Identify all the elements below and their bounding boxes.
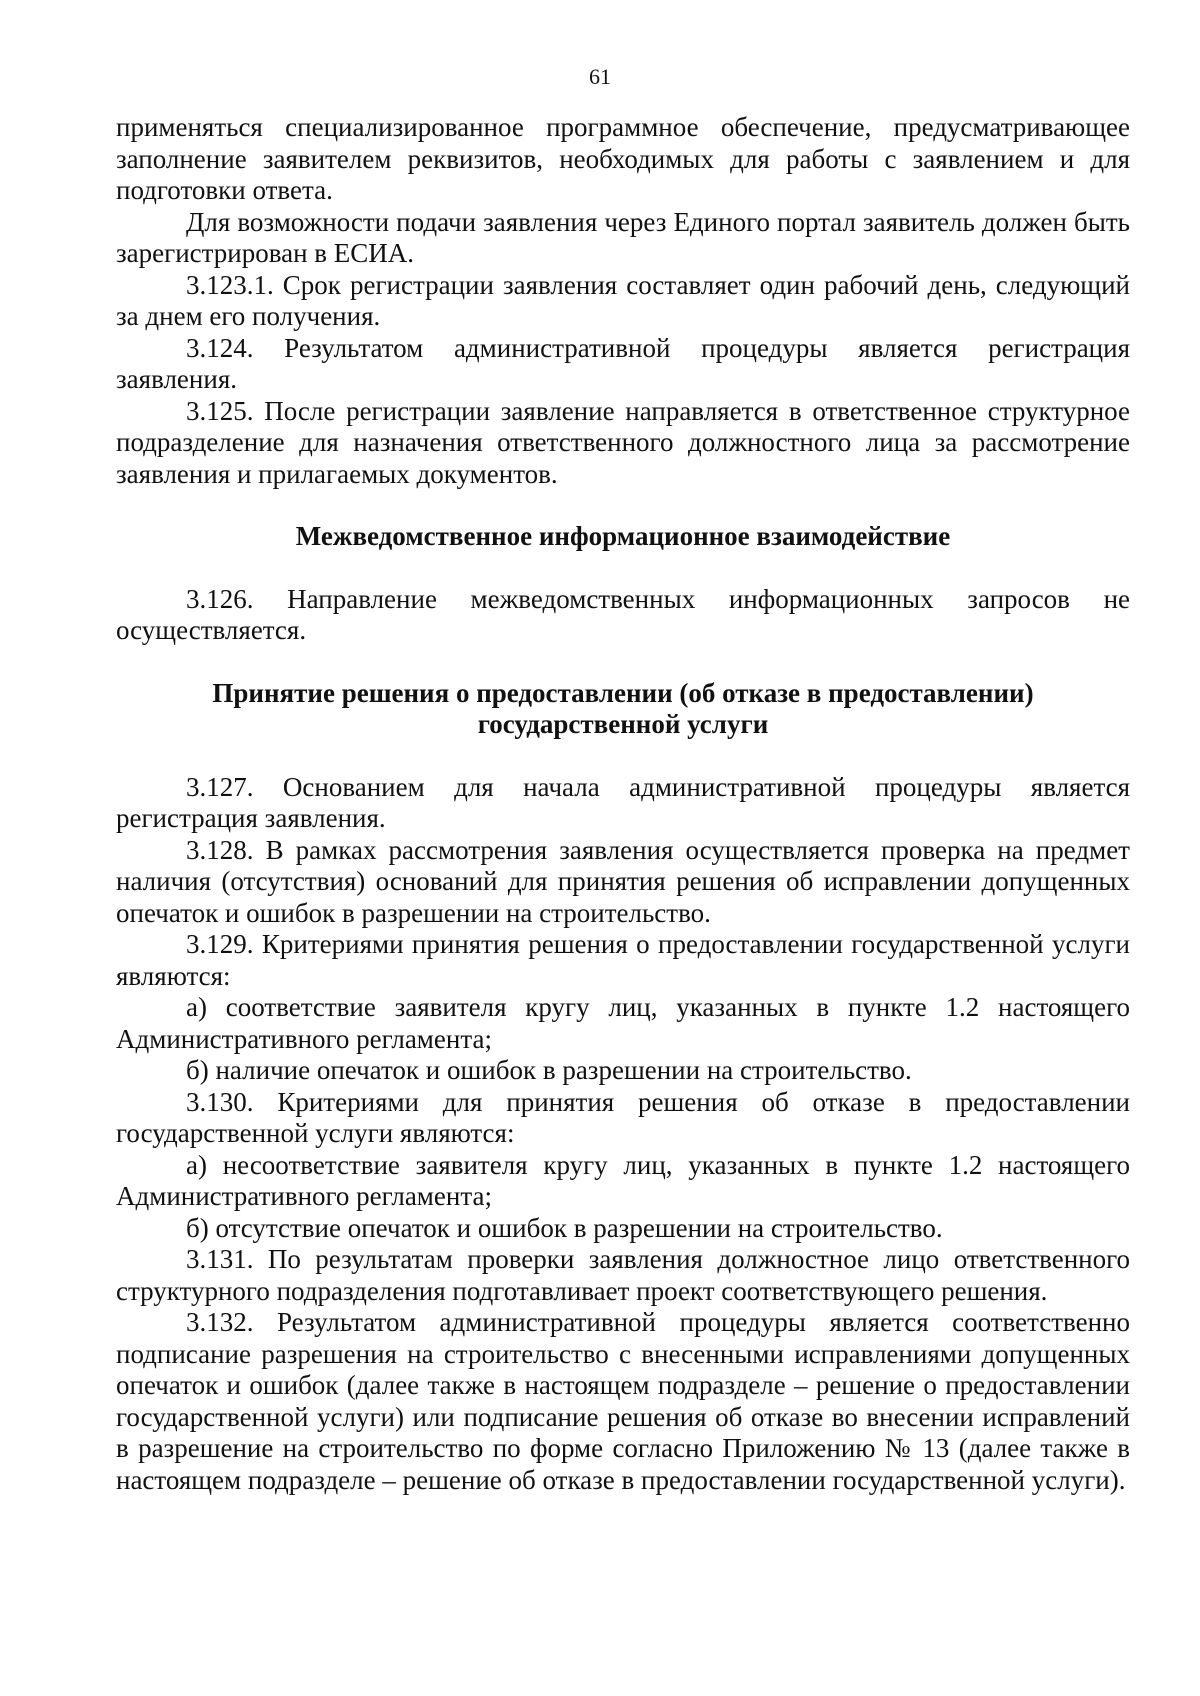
list-item: б) отсутствие опечаток и ошибок в разрешении на строительство. xyxy=(186,1212,943,1243)
paragraph: 3.126. Направление межведомственных информационных запросов не осуществляется. xyxy=(116,583,1130,645)
paragraph: 3.123.1. Срок регистрации заявления составляет один рабочий день, следующий за днем его получения. xyxy=(116,269,1130,331)
paragraph: 3.130. Критериями для принятия решения об отказе в предоставлении государственной услуги являются: xyxy=(116,1086,1130,1148)
list-item: а) соответствие заявителя кругу лиц, указанных в пункте 1.2 настоящего Административного регламента; xyxy=(116,992,1130,1054)
list-item: б) наличие опечаток и ошибок в разрешении на строительство. xyxy=(186,1055,912,1085)
page-number: 61 xyxy=(589,64,611,89)
section-heading-line: государственной услуги xyxy=(477,709,769,739)
paragraph: 3.128. В рамках рассмотрения заявления осуществляется проверка на предмет наличия (отсутствия) оснований для принятия решения об исправлении допущенных опечаток и ошибок в разрешении на строительство. xyxy=(116,834,1130,928)
paragraph: 3.132. Результатом административной процедуры является соответственно подписание разрешения на строительство с внесенными исправлениями допущенных опечаток и ошибок (далее также в настоящем подразделе – решение о предоставлении государственной услуги) или подписание решения об отказе во внесении исправлений в разрешение на строительство по форме согласно Приложению № 13 (далее также в настоящем подразделе – решение об отказе в предоставлении государственной услуги). xyxy=(116,1307,1130,1495)
paragraph: 3.127. Основанием для начала административной процедуры является регистрация заявления. xyxy=(116,771,1130,833)
section-heading-line: Принятие решения о предоставлении (об отказе в предоставлении) xyxy=(212,677,1034,708)
paragraph: 3.129. Критериями принятия решения о предоставлении государственной услуги являются: xyxy=(116,929,1130,991)
document-body xyxy=(116,112,1130,1496)
paragraph: 3.125. После регистрации заявление направляется в ответственное структурное подразделение для назначения ответственного должностного лица за рассмотрение заявления и прилагаемых документов. xyxy=(116,395,1130,489)
list-item: а) несоответствие заявителя кругу лиц, указанных в пункте 1.2 настоящего Административного регламента; xyxy=(116,1149,1130,1211)
section-heading xyxy=(116,678,1130,741)
paragraph: применяться специализированное программное обеспечение, предусматривающее заполнение заявителем реквизитов, необходимых для работы с заявлением и для подготовки ответа. xyxy=(116,112,1130,205)
paragraph: 3.124. Результатом административной процедуры является регистрация заявления. xyxy=(116,332,1130,394)
section-heading: Межведомственное информационное взаимодействие xyxy=(295,521,951,551)
paragraph: Для возможности подачи заявления через Единого портал заявитель должен быть зарегистрирован в ЕСИА. xyxy=(116,206,1130,268)
paragraph: 3.131. По результатам проверки заявления должностное лицо ответственного структурного подразделения подготавливает проект соответствующего решения. xyxy=(116,1244,1130,1306)
